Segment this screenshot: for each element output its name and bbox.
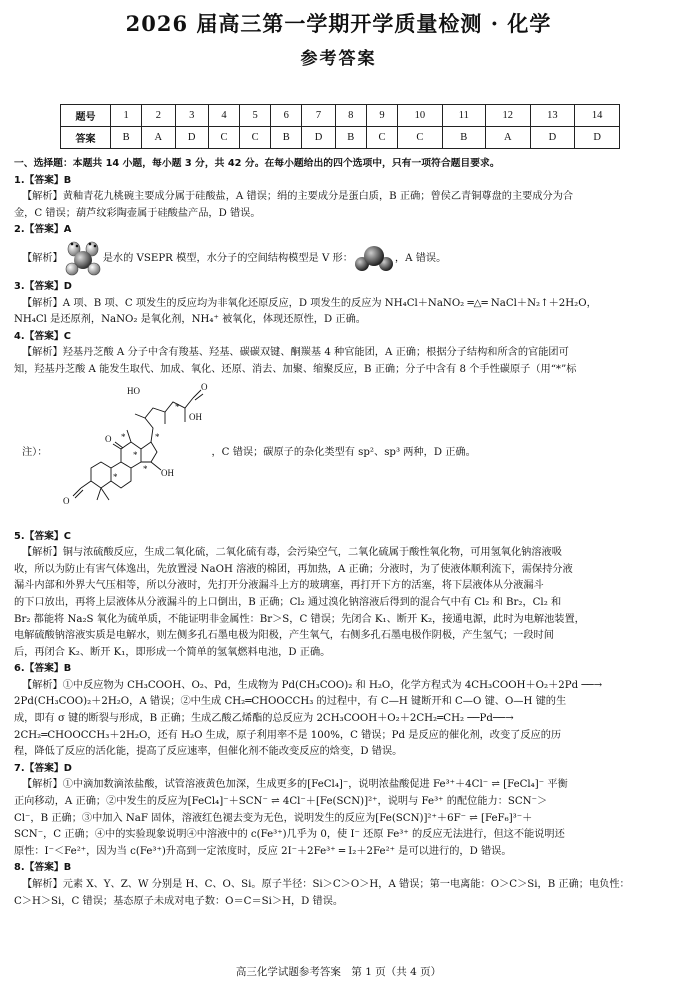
explanation-label: 【解析】 [22, 252, 63, 264]
v-shape-model-icon [353, 244, 395, 274]
answer-cell: B [111, 127, 142, 149]
page-subtitle: 参考答案 [300, 49, 377, 69]
explanation-line: 电解硫酸钠溶液实质是电解水，则左侧多孔石墨电极为阳极，产生氧气，右侧多孔石墨电极作阴极，产生氢气；一段时间 [14, 630, 554, 642]
number-cell: 4 [208, 105, 239, 127]
answer-cell: D [530, 127, 575, 149]
question-8-answer [14, 860, 662, 877]
structure-label-o: O [63, 495, 70, 506]
number-cell: 14 [575, 105, 620, 127]
answer-cell: D [302, 127, 335, 149]
number-cell: 12 [485, 105, 530, 127]
note-prefix: 注）： [22, 447, 48, 459]
explanation-line: 【解析】元素 X、Y、Z、W 分别是 H、C、O、Si。原子半径：Si＞C＞O＞H，A 错误；第一电离能：O＞C＞Si，B 正确；电负性： [22, 879, 630, 890]
answer-cell: D [175, 127, 208, 149]
explanation-line: 2CH₂═CHOOCCH₃＋2H₂O，还有 H₂O 生成，原子利用率不是 100%，C 错误；Pd 是反应的催化剂，改变了反应的历 [14, 729, 562, 741]
explanation-line: 【解析】铜与浓硫酸反应，生成二氧化硫，二氧化硫有毒，会污染空气，二氧化硫属于酸性氧化物，可用氢氧化钠溶液吸 [22, 547, 562, 559]
question-5-answer [14, 529, 662, 546]
structure-label-oh: OH [189, 411, 203, 422]
structure-label-oh: OH [161, 467, 175, 478]
question-2-answer [14, 222, 662, 239]
explanation-line: NH₄Cl 是还原剂，NaNO₂ 是氧化剂，NH₄⁺ 被氧化，体现还原性，D 正确。 [14, 314, 366, 326]
answer-label: 【答案】B [24, 862, 72, 874]
chiral-star: * [175, 401, 180, 412]
number-cell: 5 [240, 105, 271, 127]
explanation-line: 【解析】A 项、B 项、C 项发生的反应均为非氧化还原反应，D 项发生的反应为 NH₄Cl＋NaNO₂ ═△═ NaCl＋N₂↑＋2H₂O， [22, 297, 597, 309]
explanation-line: 2Pd(CH₃COO)₂＋2H₂O，A 错误；②中生成 CH₂═CHOOCCH₃ 的过程中，有 C—H 键断开和 C—O 键、O—H 键的生 [14, 696, 567, 708]
section-heading: 一、选择题：本题共 14 小题，每小题 3 分，共 42 分。在每小题给出的四个选项中，只有一项符合题目要求。 [14, 158, 500, 169]
number-cell: 3 [175, 105, 208, 127]
answer-cell: C [240, 127, 271, 149]
question-number: 6. [14, 663, 25, 675]
vsepr-model-icon [63, 240, 103, 278]
explanation-line: SCN⁻，C 正确；④中的实验现象说明④中溶液中的 c(Fe³⁺)几乎为 0，使 I⁻ 还原 Fe³⁺ 的反应无法进行，但这不能说明还 [14, 829, 565, 841]
answer-header: 答案 [61, 127, 111, 149]
molecule-structure-icon [61, 380, 211, 528]
question-number: 5. [14, 530, 25, 542]
answer-table-answer-row [61, 127, 620, 149]
explanation-line: 【解析】①中滴加数滴浓盐酸，试管溶液黄色加深，生成更多的[FeCl₄]⁻，说明浓盐酸促进 Fe³⁺＋4Cl⁻ ⇌ [FeCl₄]⁻ 平衡 [22, 779, 568, 791]
chiral-star: * [155, 431, 160, 442]
answer-cell: C [398, 127, 443, 149]
explanation-line: 原性：I⁻＜Fe²⁺，因为当 c(Fe³⁺)升高到一定浓度时，反应 2I⁻＋2Fe³⁺ ═ I₂＋2Fe²⁺ 是可以进行的，D 错误。 [14, 845, 512, 857]
number-cell: 13 [530, 105, 575, 127]
explanation-line: 程，降低了反应的活化能，提高了反应速率，但催化剂不能改变反应的焓变，D 错误。 [14, 746, 403, 758]
question-number: 2. [14, 224, 25, 236]
question-number: 1. [14, 174, 25, 186]
explanation-line: 收，所以为防止有害气体逸出，先放置浸 NaOH 溶液的棉团，再加热，A 正确；分液时，为了使液体顺利流下，需保持分液 [14, 563, 573, 575]
number-cell: 10 [398, 105, 443, 127]
answer-label: 【答案】C [24, 530, 71, 542]
question-6-answer [14, 661, 662, 678]
explanation-line: Cl⁻，B 正确；③中加入 NaF 固体，溶液红色褪去变为无色，说明发生的反应为[Fe(SCN)]²⁺＋6F⁻ ⇌ [FeF₆]³⁻＋ [14, 812, 533, 824]
answer-cell: A [142, 127, 175, 149]
question-number: 7. [14, 762, 25, 774]
chiral-star: * [113, 471, 118, 482]
question-1-answer [14, 173, 662, 190]
question-number: 4. [14, 330, 25, 342]
solutions-body [14, 156, 662, 910]
chiral-star: * [121, 431, 126, 442]
structure-label-o: O [201, 381, 208, 392]
answer-label: 【答案】D [24, 762, 72, 774]
question-2-explanation [14, 239, 662, 279]
explanation-line: 【解析】①中反应物为 CH₃COOH、O₂、Pd，生成物为 Pd(CH₃COO)₂ 和 H₂O，化学方程式为 4CH₃COOH＋O₂＋2Pd ──→ [22, 679, 603, 691]
number-cell: 6 [271, 105, 302, 127]
explanation-line: 【解析】黄釉青花九桃碗主要成分属于硅酸盐，A 错误；绢的主要成分是蛋白质，B 正确；曾侯乙青铜尊盘的主要成分为合 [22, 191, 574, 203]
explanation-line: 的下口放出，再将上层液体从分液漏斗的上口倒出，B 正确；Cl₂ 通过溴化钠溶液后得到的混合气中有 Cl₂ 和 Br₂，Cl₂ 和 [14, 596, 562, 608]
number-cell: 7 [302, 105, 335, 127]
answer-table-number-row [61, 105, 620, 127]
answer-cell: B [335, 127, 366, 149]
structure-label-o: O [105, 433, 112, 444]
answer-label: 【答案】A [24, 224, 72, 236]
answer-cell: C [366, 127, 397, 149]
question-7-answer [14, 761, 662, 778]
answer-label: 【答案】B [24, 174, 72, 186]
number-cell: 11 [442, 105, 485, 127]
answer-label: 【答案】B [24, 663, 72, 675]
question-number: 8. [14, 862, 25, 874]
number-cell: 1 [111, 105, 142, 127]
chiral-star: * [133, 449, 138, 460]
answer-cell: B [442, 127, 485, 149]
structure-label-ho: HO [127, 385, 141, 396]
page-footer: 高三化学试题参考答案 第 1 页（共 4 页） [235, 966, 442, 978]
question-3-answer [14, 279, 662, 296]
answer-cell: B [271, 127, 302, 149]
explanation-line: 正向移动，A 正确；②中发生的反应为[FeCl₄]⁻＋SCN⁻ ⇌ 4Cl⁻＋[Fe(SCN)]²⁺，说明与 Fe³⁺ 的配位能力：SCN⁻＞ [14, 796, 548, 808]
number-cell: 2 [142, 105, 175, 127]
chiral-star: * [143, 463, 148, 474]
explanation-line: C＞H＞Si，C 错误；基态原子未成对电子数：O＝C＝Si＞H，D 错误。 [14, 895, 344, 907]
question-number: 3. [14, 280, 25, 292]
question-4-structure-row [14, 379, 662, 529]
explanation-text: ，A 错误。 [394, 252, 447, 264]
answer-label: 【答案】C [24, 330, 71, 342]
explanation-line: 后，再闭合 K₂、断开 K₁，即形成一个简单的氢氧燃料电池，D 正确。 [14, 646, 331, 658]
explanation-line: 知，羟基丹芝酸 A 能发生取代、加成、氧化、还原、消去、加聚、缩聚反应，B 正确；分子中含有 8 个手性碳原子（用“*”标 [14, 363, 577, 375]
explanation-line: 成，即有 σ 键的断裂与形成，B 正确；生成乙酸乙烯酯的总反应为 2CH₃COOH＋O₂＋2CH₂═CH₂ ──Pd──→ [14, 713, 514, 725]
explanation-line: 金，C 错误；葫芦纹彩陶壶属于硅酸盐产品，D 错误。 [14, 207, 261, 219]
answer-cell: D [575, 127, 620, 149]
number-cell: 9 [366, 105, 397, 127]
number-header: 题号 [61, 105, 111, 127]
question-4-answer [14, 329, 662, 346]
page-title: 2026 届高三第一学期开学质量检测 · 化学 [125, 11, 552, 36]
explanation-text: 是水的 VSEPR 模型，水分子的空间结构模型是 V 形： [102, 252, 353, 264]
number-cell: 8 [335, 105, 366, 127]
note-suffix: ，C 错误；碳原子的杂化类型有 sp²、sp³ 两种，D 正确。 [211, 447, 476, 459]
answer-label: 【答案】D [24, 280, 72, 292]
answer-table [60, 104, 620, 149]
explanation-line: 漏斗内部和外界大气压相等，所以分液时，先打开分液漏斗上方的玻璃塞，再打开下方的活塞，将下层液体从分液漏斗 [14, 580, 544, 592]
explanation-line: Br₂ 都能将 Na₂S 氧化为硫单质，不能证明非金属性：Br＞S，C 错误；先闭合 K₁、断开 K₂，接通电源，此时为电解池装置， [14, 613, 585, 625]
explanation-line: 【解析】羟基丹芝酸 A 分子中含有羧基、羟基、碳碳双键、酮羰基 4 种官能团，A 正确；根据分子结构和所含的官能团可 [22, 347, 569, 359]
answer-cell: C [208, 127, 239, 149]
answer-cell: A [485, 127, 530, 149]
